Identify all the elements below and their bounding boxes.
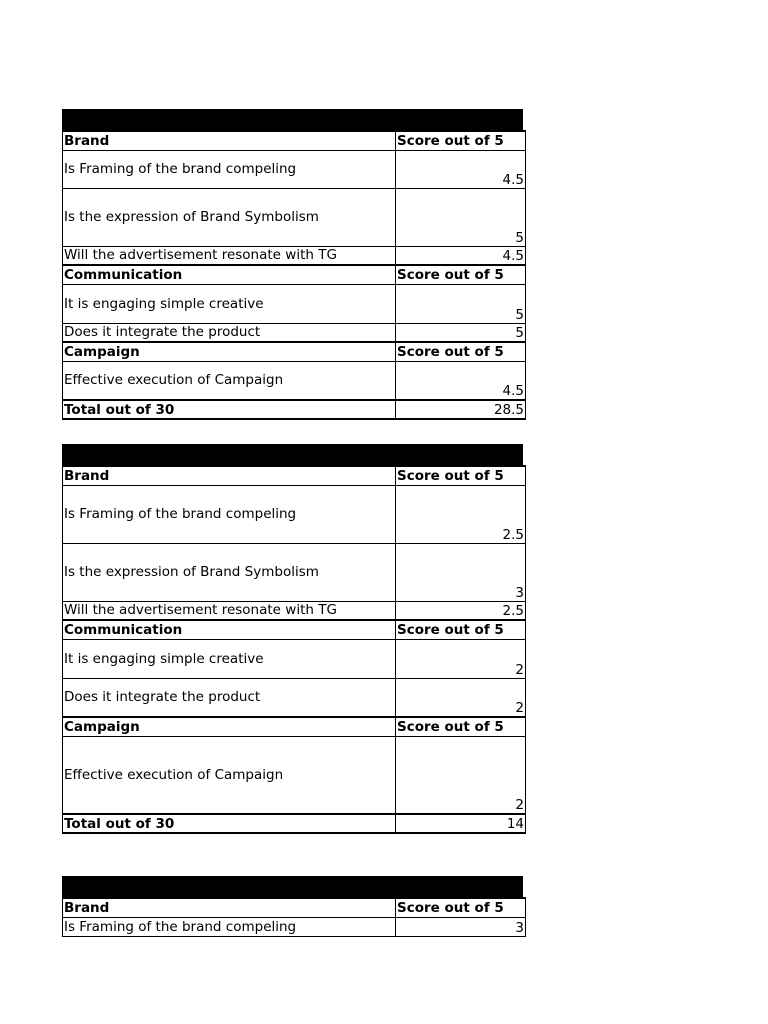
total-row xyxy=(63,814,526,833)
total-label: Total out of 30 xyxy=(63,400,396,419)
score-header: Score out of 5 xyxy=(396,898,526,917)
criterion-label: Will the advertisement resonate with TG xyxy=(63,601,396,620)
criterion-score: 2 xyxy=(396,678,526,717)
criterion-score: 3 xyxy=(396,917,526,936)
table-header-bar xyxy=(62,109,523,130)
campaign-section-header xyxy=(63,717,526,736)
table-row xyxy=(63,736,526,814)
brand-section-header xyxy=(63,898,526,917)
criterion-score: 4.5 xyxy=(396,150,526,188)
criterion-score: 5 xyxy=(396,188,526,246)
criterion-label: It is engaging simple creative xyxy=(63,284,396,323)
criterion-label: Is Framing of the brand compeling xyxy=(63,485,396,543)
criterion-label: Effective execution of Campaign xyxy=(63,736,396,814)
score-header: Score out of 5 xyxy=(396,265,526,284)
communication-section-header xyxy=(63,620,526,639)
criterion-label: Does it integrate the product xyxy=(63,678,396,717)
table-header-bar xyxy=(62,876,523,897)
table-row xyxy=(63,485,526,543)
criterion-label: Is Framing of the brand compeling xyxy=(63,917,396,936)
criterion-label: Does it integrate the product xyxy=(63,323,396,342)
communication-section-header xyxy=(63,265,526,284)
brand-section-header xyxy=(63,131,526,150)
criterion-label: Effective execution of Campaign xyxy=(63,361,396,400)
score-header: Score out of 5 xyxy=(396,620,526,639)
section-title: Brand xyxy=(63,131,396,150)
scorecard-table-2 xyxy=(62,444,523,834)
criterion-score: 2 xyxy=(396,639,526,678)
scorecard-table-3 xyxy=(62,876,523,937)
table-row xyxy=(63,639,526,678)
criterion-score: 2.5 xyxy=(396,485,526,543)
section-title: Campaign xyxy=(63,717,396,736)
brand-section-header xyxy=(63,466,526,485)
total-label: Total out of 30 xyxy=(63,814,396,833)
criterion-score: 4.5 xyxy=(396,361,526,400)
section-title: Campaign xyxy=(63,342,396,361)
criterion-score: 5 xyxy=(396,323,526,342)
table-row xyxy=(63,361,526,400)
criterion-score: 2.5 xyxy=(396,601,526,620)
criterion-score: 4.5 xyxy=(396,246,526,265)
table-row xyxy=(63,323,526,342)
score-header: Score out of 5 xyxy=(396,131,526,150)
section-title: Brand xyxy=(63,898,396,917)
score-header: Score out of 5 xyxy=(396,717,526,736)
scorecard-table-1 xyxy=(62,109,523,420)
table-row xyxy=(63,601,526,620)
section-title: Brand xyxy=(63,466,396,485)
criterion-label: Will the advertisement resonate with TG xyxy=(63,246,396,265)
table-row xyxy=(63,543,526,601)
table-row xyxy=(63,678,526,717)
score-header: Score out of 5 xyxy=(396,466,526,485)
campaign-section-header xyxy=(63,342,526,361)
table-row xyxy=(63,917,526,936)
criterion-label: Is Framing of the brand compeling xyxy=(63,150,396,188)
score-header: Score out of 5 xyxy=(396,342,526,361)
table-row xyxy=(63,188,526,246)
criterion-score: 2 xyxy=(396,736,526,814)
criterion-label: It is engaging simple creative xyxy=(63,639,396,678)
total-row xyxy=(63,400,526,419)
total-score: 14 xyxy=(396,814,526,833)
criterion-label: Is the expression of Brand Symbolism xyxy=(63,188,396,246)
criterion-score: 5 xyxy=(396,284,526,323)
criterion-score: 3 xyxy=(396,543,526,601)
table-row xyxy=(63,246,526,265)
table-row xyxy=(63,150,526,188)
section-title: Communication xyxy=(63,265,396,284)
table-header-bar xyxy=(62,444,523,465)
table-row xyxy=(63,284,526,323)
section-title: Communication xyxy=(63,620,396,639)
total-score: 28.5 xyxy=(396,400,526,419)
criterion-label: Is the expression of Brand Symbolism xyxy=(63,543,396,601)
